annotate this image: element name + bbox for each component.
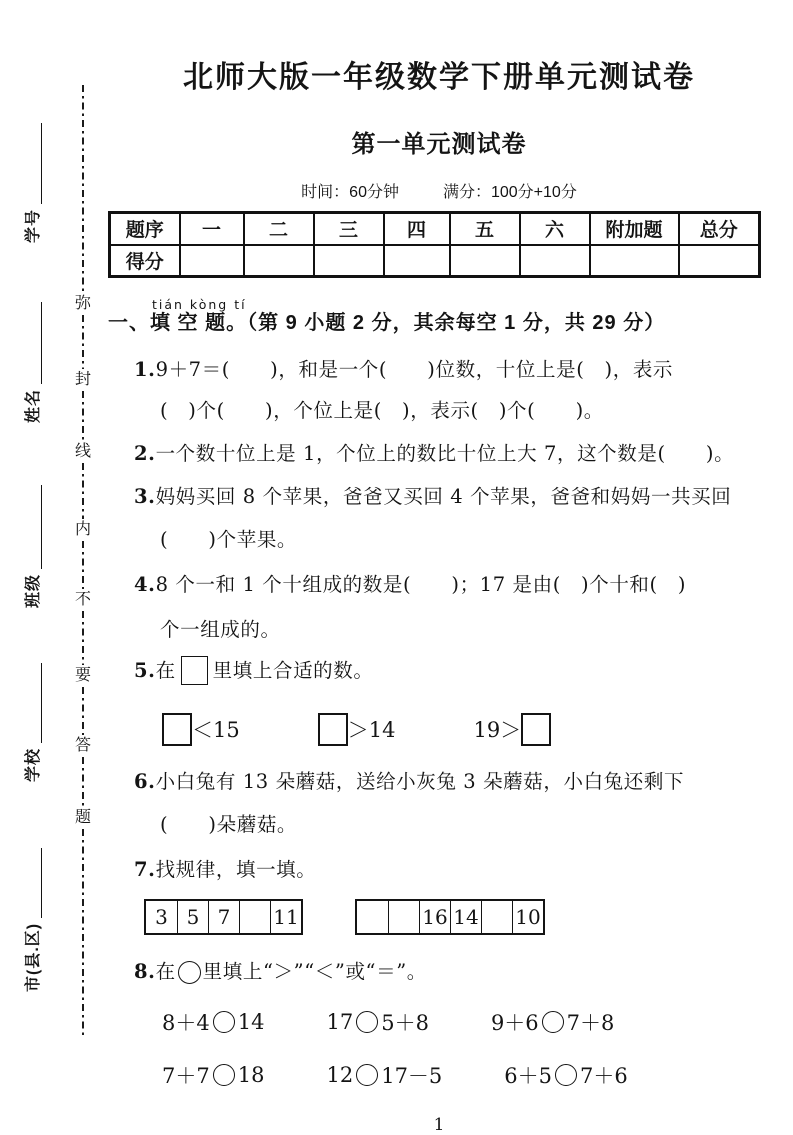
seal-dotted-line bbox=[74, 85, 92, 1035]
sequence-cell: 7 bbox=[208, 901, 239, 933]
comparison-expression bbox=[162, 1060, 264, 1090]
col-header-6: 六 bbox=[520, 213, 590, 245]
answer-box bbox=[181, 656, 208, 685]
student-number-field bbox=[20, 123, 42, 243]
expression-left: 6＋5 bbox=[504, 1064, 553, 1088]
exam-info-line bbox=[108, 179, 770, 202]
answer-circle bbox=[213, 1011, 235, 1033]
expression-right: 5＋8 bbox=[381, 1011, 429, 1035]
question-2-line-1 bbox=[108, 441, 770, 466]
seal-dash-segment bbox=[82, 541, 85, 589]
question-7-sequences bbox=[108, 899, 770, 935]
score-cell bbox=[679, 245, 760, 277]
question-4-number: 4. bbox=[134, 573, 156, 596]
question-6-line-1 bbox=[108, 769, 770, 794]
sequence-cell bbox=[357, 901, 388, 933]
student-number-blank-line bbox=[20, 123, 42, 204]
score-cell bbox=[590, 245, 679, 277]
section-one-heading bbox=[108, 297, 770, 335]
class-field bbox=[20, 485, 42, 608]
school-blank-line bbox=[20, 663, 42, 743]
section-name: 填 空 题 bbox=[150, 312, 227, 334]
district-field bbox=[20, 848, 42, 992]
question-3-number: 3. bbox=[134, 485, 156, 508]
question-6-text-cont: ( )朵蘑菇。 bbox=[160, 813, 298, 836]
seal-dash-segment bbox=[82, 757, 85, 807]
paper-title: 北师大版一年级数学下册单元测试卷 bbox=[183, 61, 695, 94]
question-7-number: 7. bbox=[134, 858, 156, 881]
section-score-note: 。（第 9 小题 2 分，其余每空 1 分，共 29 分） bbox=[226, 312, 666, 334]
expression-right: 17－5 bbox=[381, 1064, 443, 1088]
seal-dash-segment bbox=[82, 829, 85, 1035]
full-score-text: 满分：100分+10分 bbox=[442, 184, 577, 201]
answer-circle bbox=[542, 1011, 564, 1033]
score-cell bbox=[384, 245, 450, 277]
question-3-text: 妈妈买回 8 个苹果，爸爸又买回 4 个苹果，爸爸和妈妈一共买回 bbox=[155, 485, 732, 508]
question-5-number: 5. bbox=[134, 659, 156, 682]
school-field bbox=[20, 663, 42, 782]
question-4-line-2 bbox=[108, 617, 770, 642]
seal-dash-segment bbox=[82, 687, 85, 735]
question-5-comparisons bbox=[108, 711, 770, 747]
page-number: 1 bbox=[433, 1115, 445, 1135]
seal-dash-segment bbox=[82, 611, 85, 665]
class-blank-line bbox=[20, 485, 42, 569]
comparison-expression bbox=[491, 1007, 614, 1037]
question-5-line-1 bbox=[108, 656, 770, 685]
expression-right: 14 bbox=[237, 1010, 265, 1034]
comparison-text: ＜15 bbox=[192, 718, 240, 742]
question-8-text-post: 里填上“＞”“＜”或“＝”。 bbox=[202, 960, 427, 983]
sequence-cell: 10 bbox=[512, 901, 543, 933]
col-header-4: 四 bbox=[384, 213, 450, 245]
sequence-cell bbox=[481, 901, 512, 933]
comparison-expression bbox=[504, 1060, 627, 1090]
score-cell bbox=[314, 245, 384, 277]
question-8-text-pre: 在 bbox=[155, 960, 176, 983]
col-header-2: 二 bbox=[244, 213, 314, 245]
question-7-text: 找规律，填一填。 bbox=[155, 858, 317, 881]
school-label: 学校 bbox=[24, 747, 42, 782]
answer-box bbox=[162, 713, 192, 746]
comparison-item bbox=[162, 713, 240, 746]
question-4-line-1 bbox=[108, 572, 770, 597]
sequence-cell: 14 bbox=[450, 901, 481, 933]
comparison-expression bbox=[162, 1007, 264, 1037]
pinyin-annotation: tián kòng tí bbox=[152, 297, 247, 312]
answer-circle bbox=[356, 1064, 378, 1086]
score-cell bbox=[244, 245, 314, 277]
score-cell bbox=[450, 245, 520, 277]
seal-char: 不 bbox=[74, 591, 91, 608]
total-score-header: 总分 bbox=[679, 213, 760, 245]
comparison-item bbox=[318, 713, 396, 746]
answer-circle bbox=[213, 1064, 235, 1086]
expression-left: 9＋6 bbox=[490, 1011, 539, 1035]
comparison-expression bbox=[326, 1060, 442, 1090]
sequence-cell bbox=[388, 901, 419, 933]
question-1-line-1 bbox=[108, 357, 770, 382]
question-8-number: 8. bbox=[134, 960, 156, 983]
question-3-text-cont: ( )个苹果。 bbox=[160, 528, 298, 551]
time-limit-text: 时间：60分钟 bbox=[301, 184, 399, 201]
question-5-text-post: 里填上合适的数。 bbox=[212, 659, 374, 682]
comparison-text: 19＞ bbox=[473, 718, 522, 742]
comparison-item bbox=[473, 713, 551, 746]
seal-dash-segment bbox=[82, 85, 85, 293]
score-table-header-row bbox=[110, 213, 760, 245]
number-sequence-1 bbox=[144, 899, 303, 935]
expression-left: 12 bbox=[326, 1063, 354, 1087]
unit-title: 第一单元测试卷 bbox=[351, 131, 527, 158]
seal-char: 弥 bbox=[74, 295, 91, 312]
sequence-cell bbox=[239, 901, 270, 933]
sequence-cell: 16 bbox=[419, 901, 450, 933]
section-prefix: 一、 bbox=[108, 312, 150, 334]
question-3-line-1 bbox=[108, 484, 770, 509]
comparison-text: ＞14 bbox=[347, 718, 396, 742]
district-label: 市(县.区) bbox=[24, 922, 42, 992]
sequence-cell: 3 bbox=[155, 905, 168, 929]
student-number-label: 学号 bbox=[24, 208, 42, 243]
seal-char: 线 bbox=[74, 443, 91, 460]
seal-char: 题 bbox=[74, 809, 91, 826]
answer-circle bbox=[178, 961, 201, 984]
sequence-cell: 5 bbox=[177, 901, 208, 933]
seal-char: 要 bbox=[74, 667, 91, 684]
question-8-line-1 bbox=[108, 959, 770, 984]
question-1-number: 1. bbox=[134, 358, 156, 381]
district-blank-line bbox=[20, 848, 42, 918]
question-6-line-2 bbox=[108, 812, 770, 837]
score-table-score-row bbox=[110, 245, 760, 277]
seal-dash-segment bbox=[82, 463, 85, 519]
answer-circle bbox=[356, 1011, 378, 1033]
question-7-line-1 bbox=[108, 857, 770, 882]
expression-right: 7＋8 bbox=[566, 1011, 615, 1035]
expression-right: 7＋6 bbox=[580, 1064, 628, 1088]
question-2-number: 2. bbox=[134, 442, 156, 465]
seal-dash-segment bbox=[82, 391, 85, 441]
question-4-text-cont: 个一组成的。 bbox=[160, 618, 281, 641]
question-8-expressions-row-1 bbox=[108, 1007, 770, 1037]
seal-char: 答 bbox=[74, 737, 91, 754]
question-6-text: 小白兔有 13 朵蘑菇，送给小灰兔 3 朵蘑菇，小白兔还剩下 bbox=[155, 770, 685, 793]
bonus-question-header: 附加题 bbox=[590, 213, 679, 245]
seal-char: 内 bbox=[74, 521, 91, 538]
col-header-1: 一 bbox=[180, 213, 244, 245]
paper-content bbox=[108, 0, 770, 1135]
score-cell bbox=[520, 245, 590, 277]
score-cell bbox=[180, 245, 244, 277]
question-8-expressions-row-2 bbox=[108, 1060, 770, 1090]
answer-box bbox=[521, 713, 551, 746]
expression-left: 8＋4 bbox=[162, 1011, 210, 1035]
col-header-5: 五 bbox=[450, 213, 520, 245]
question-order-header: 题序 bbox=[110, 213, 180, 245]
sequence-cell: 11 bbox=[270, 901, 301, 933]
question-3-line-2 bbox=[108, 527, 770, 552]
question-5-text-pre: 在 bbox=[155, 659, 176, 682]
student-name-field bbox=[20, 302, 42, 423]
expression-left: 17 bbox=[326, 1010, 354, 1034]
answer-box bbox=[318, 713, 348, 746]
seal-char: 封 bbox=[74, 371, 91, 388]
answer-circle bbox=[555, 1064, 577, 1086]
question-1-text: 9＋7＝( )，和是一个( )位数，十位上是( )，表示 bbox=[155, 358, 674, 381]
number-sequence-2 bbox=[355, 899, 545, 935]
seal-dash-segment bbox=[82, 315, 85, 369]
col-header-3: 三 bbox=[314, 213, 384, 245]
score-row-label: 得分 bbox=[110, 245, 180, 277]
student-name-blank-line bbox=[20, 302, 42, 384]
expression-left: 7＋7 bbox=[162, 1064, 210, 1088]
score-table bbox=[108, 211, 761, 278]
student-name-label: 姓名 bbox=[24, 388, 42, 423]
question-1-text-cont: ( )个( )，个位上是( )，表示( )个( )。 bbox=[160, 399, 604, 422]
question-4-text: 8 个一和 1 个十组成的数是( )；17 是由( )个十和( ) bbox=[155, 573, 687, 596]
question-1-line-2 bbox=[108, 398, 770, 423]
comparison-expression bbox=[326, 1007, 428, 1037]
question-6-number: 6. bbox=[134, 770, 156, 793]
class-label: 班级 bbox=[24, 573, 42, 608]
question-2-text: 一个数十位上是 1，个位上的数比十位上大 7，这个数是( )。 bbox=[155, 442, 735, 465]
expression-right: 18 bbox=[237, 1063, 265, 1087]
